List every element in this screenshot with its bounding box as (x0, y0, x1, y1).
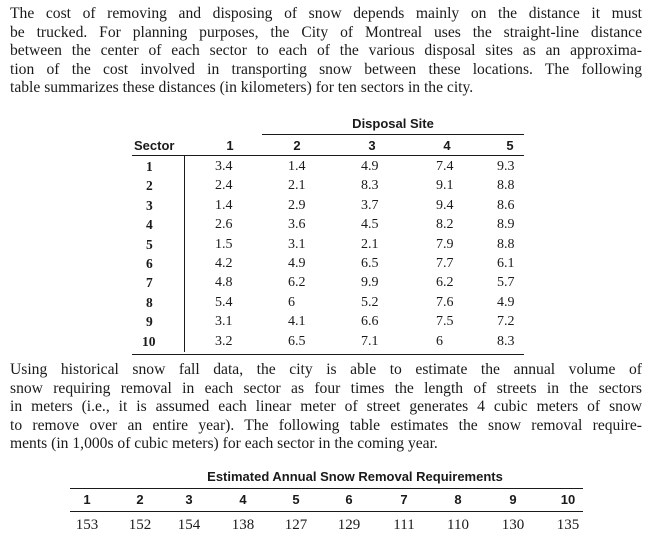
distance-cell: 2.6 (215, 217, 233, 233)
site-column-header: 5 (506, 138, 514, 153)
distance-cell: 1.4 (215, 197, 233, 213)
distance-cell: 4.2 (215, 256, 233, 271)
distance-cell: 6.2 (436, 275, 454, 291)
distance-cell: 6.6 (361, 314, 379, 330)
removal-value: 135 (556, 517, 580, 533)
removal-value: 130 (501, 517, 525, 533)
site-column-header: 2 (293, 138, 301, 153)
sector-column-header: Sector (134, 138, 175, 153)
removal-value: 153 (75, 517, 99, 533)
title-rule (262, 134, 524, 135)
distance-cell: 3.7 (361, 197, 379, 213)
removal-title-rule (70, 488, 583, 489)
removal-value: 152 (128, 517, 152, 533)
site-column-header: 4 (443, 138, 451, 153)
distance-cell: 9.9 (361, 275, 379, 291)
sector-label: 5 (146, 236, 153, 252)
distance-cell: 7.4 (436, 159, 454, 174)
distance-cell: 5.2 (361, 294, 379, 310)
distance-cell: 4.1 (288, 314, 306, 330)
removal-value: 154 (177, 517, 201, 533)
distance-cell: 3.1 (288, 236, 306, 252)
distance-cell: 5.7 (497, 275, 515, 291)
site-column-header: 1 (226, 138, 234, 153)
sector-label: 10 (142, 333, 156, 349)
sector-label: 8 (146, 294, 153, 310)
intro-line: be trucked. For planning purposes, the City of Montreal uses the straight-line distance (10, 23, 642, 41)
distance-cell: 4.9 (288, 256, 306, 271)
sector-label: 7 (146, 275, 153, 291)
sector-label: 4 (146, 217, 153, 233)
distance-cell: 6 (288, 294, 295, 310)
intro-line: table summarizes these distances (in kilometers) for ten sectors in the city. (10, 79, 474, 97)
distance-cell: 4.8 (215, 275, 233, 291)
distance-cell: 7.1 (361, 333, 379, 349)
removal-value: 110 (447, 517, 469, 533)
removal-sector-header: 4 (239, 492, 247, 507)
distance-cell: 7.6 (436, 294, 454, 310)
removal-sector-header: 10 (560, 492, 576, 507)
removal-header-rule (70, 511, 583, 512)
sector-label: 3 (146, 197, 153, 213)
removal-value: 129 (337, 517, 361, 533)
removal-sector-header: 6 (345, 492, 353, 507)
distance-cell: 3.2 (215, 333, 233, 349)
distance-cell: 1.5 (215, 236, 233, 252)
removal-table-title: Estimated Annual Snow Removal Requirements (207, 469, 503, 484)
distance-cell: 7.2 (497, 314, 515, 330)
distance-cell: 2.1 (361, 236, 379, 252)
distance-cell: 9.3 (497, 159, 515, 174)
removal-sector-header: 5 (292, 492, 300, 507)
header-rule (132, 155, 524, 156)
distance-cell: 2.1 (288, 178, 306, 194)
distance-cell: 6.5 (288, 333, 306, 349)
distance-cell: 8.8 (497, 178, 515, 194)
distance-cell: 2.9 (288, 197, 306, 213)
distance-cell: 3.6 (288, 217, 306, 233)
distance-cell: 8.8 (497, 236, 515, 252)
sector-separator (184, 156, 185, 352)
body-line: Using historical snow fall data, the city is able to estimate the annual volume of (10, 361, 642, 378)
distance-cell: 7.9 (436, 236, 454, 252)
sector-label: 9 (146, 314, 153, 330)
distance-cell: 4.9 (497, 294, 515, 310)
distance-cell: 6.5 (361, 256, 379, 271)
removal-sector-header: 1 (83, 492, 91, 507)
body-line: to remove over an entire year). The following table estimates the snow removal require- (10, 416, 642, 434)
body-line: ments (in 1,000s of cubic meters) for each sector in the coming year. (10, 435, 438, 453)
intro-line: The cost of removing and disposing of snow depends mainly on the distance it must (10, 5, 642, 22)
distance-cell: 3.4 (215, 159, 233, 174)
distance-cell: 7.5 (436, 314, 454, 330)
distance-cell: 3.1 (215, 314, 233, 330)
distance-cell: 6 (436, 333, 443, 349)
sector-label: 6 (146, 256, 153, 271)
distance-cell: 4.5 (361, 217, 379, 233)
intro-line: tion of the cost involved in transporting snow between these locations. The following (10, 60, 642, 78)
distance-cell: 8.3 (497, 333, 515, 349)
table-bottom-rule (132, 354, 524, 355)
body-line: snow requiring removal in each sector as four times the length of streets in the sectors (10, 379, 642, 397)
body-paragraph (10, 361, 642, 454)
distance-cell: 8.2 (436, 217, 454, 233)
distance-cell: 7.7 (436, 256, 454, 271)
distance-cell: 6.2 (288, 275, 306, 291)
distance-cell: 9.1 (436, 178, 454, 194)
removal-sector-header: 7 (400, 492, 408, 507)
intro-line: between the center of each sector to each of the various disposal sites as an approxima- (10, 42, 642, 60)
removal-value: 127 (284, 517, 308, 533)
removal-value: 111 (393, 517, 415, 533)
sector-label: 2 (146, 178, 153, 194)
distance-cell: 8.3 (361, 178, 379, 194)
distance-cell: 8.9 (497, 217, 515, 233)
removal-sector-header: 2 (136, 492, 144, 507)
removal-value: 138 (231, 517, 255, 533)
removal-sector-header: 3 (185, 492, 193, 507)
sector-label: 1 (146, 159, 153, 174)
distance-cell: 9.4 (436, 197, 454, 213)
intro-paragraph (10, 5, 642, 98)
distance-cell: 5.4 (215, 294, 233, 310)
distance-cell: 4.9 (361, 159, 379, 174)
distance-cell: 6.1 (497, 256, 515, 271)
removal-sector-header: 9 (509, 492, 517, 507)
removal-sector-header: 8 (454, 492, 462, 507)
distance-cell: 8.6 (497, 197, 515, 213)
distance-table-title: Disposal Site (352, 116, 434, 131)
distance-cell: 2.4 (215, 178, 233, 194)
distance-cell: 1.4 (288, 159, 306, 174)
body-line: in meters (i.e., it is assumed each linear meter of street generates 4 cubic meters of snow (10, 398, 642, 416)
site-column-header: 3 (368, 138, 376, 153)
